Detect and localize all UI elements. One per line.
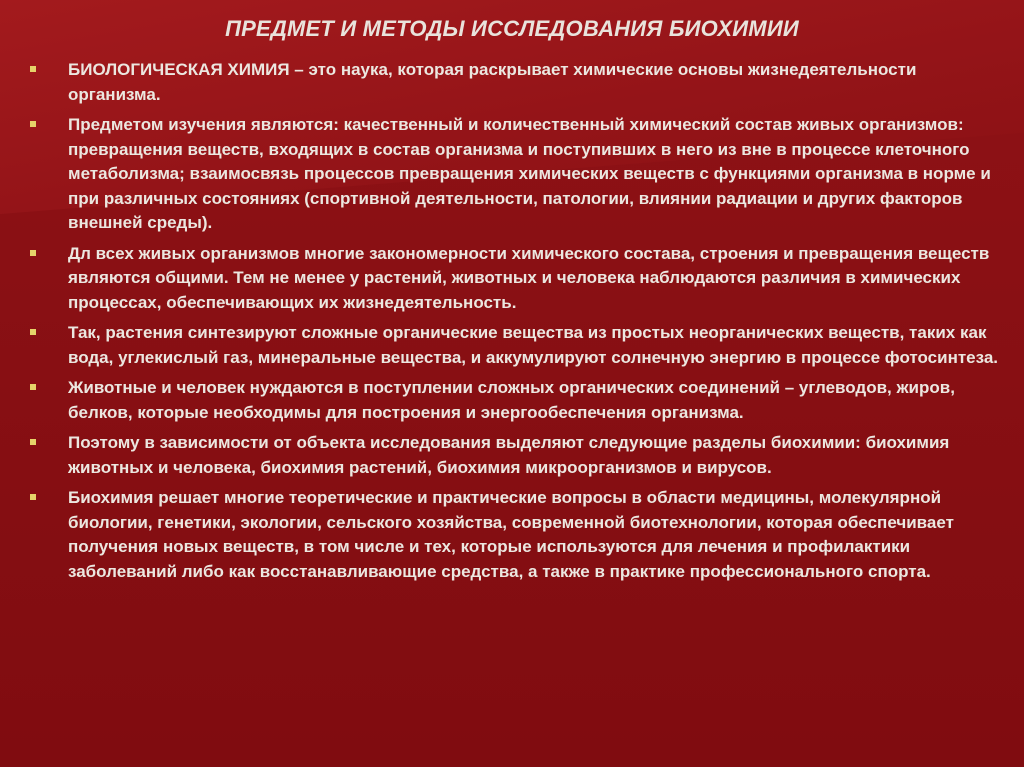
square-bullet-icon	[30, 329, 36, 335]
bullet-list	[30, 58, 1002, 590]
bullet-item	[30, 242, 1002, 316]
bullet-text: Так, растения синтезируют сложные органические вещества из простых неорганических веществ, таких как вода, углекислый газ, минеральные вещества, и аккумулируют солнечную энергию в процессе фотосинтеза.	[68, 323, 999, 367]
square-bullet-icon	[30, 494, 36, 500]
square-bullet-icon	[30, 384, 36, 390]
bullet-item	[30, 58, 1002, 107]
bullet-item	[30, 486, 1002, 584]
bullet-text: Поэтому в зависимости от объекта исследования выделяют следующие разделы биохимии: биохимия животных и человека, биохимия растений, биохимия микроорганизмов и вирусов.	[68, 433, 950, 477]
bullet-item	[30, 431, 1002, 480]
bullet-text: Животные и человек нуждаются в поступлении сложных органических соединений – углеводов, жиров, белков, которые необходимы для построения и энергообеспечения организма.	[68, 378, 955, 422]
bullet-text: Биохимия решает многие теоретические и практические вопросы в области медицины, молекулярной биологии, генетики, экологии, сельского хозяйства, современной биотехнологии, которая обеспечивает получения новых веществ, в том числе и тех, которые используются для лечения и профилактики заболеваний либо как восстанавливающие средства, а также в практике профессионального спорта.	[68, 488, 954, 581]
bullet-text: Дл всех живых организмов многие закономерности химического состава, строения и превращения веществ являются общими. Тем не менее у растений, животных и человека наблюдаются различия в химических процессах, обеспечивающих их жизнедеятельность.	[68, 243, 990, 312]
bullet-item	[30, 376, 1002, 425]
square-bullet-icon	[30, 66, 36, 72]
bullet-item	[30, 113, 1002, 236]
slide-title: ПРЕДМЕТ И МЕТОДЫ ИССЛЕДОВАНИЯ БИОХИМИИ	[225, 16, 799, 41]
bullet-text: Предметом изучения являются: качественный и количественный химический состав живых организмов: превращения веществ, входящих в состав организма и поступивших в него из вне в процессе клеточного метаболизма; взаимосвязь процессов превращения химических веществ с функциями организма в норме и при различных состояниях (спортивной деятельности, патологии, влиянии радиации и других факторов внешней среды).	[68, 115, 991, 232]
square-bullet-icon	[30, 250, 36, 256]
square-bullet-icon	[30, 439, 36, 445]
bullet-text: БИОЛОГИЧЕСКАЯ ХИМИЯ – это наука, которая раскрывает химические основы жизнедеятельности организма.	[68, 60, 917, 104]
square-bullet-icon	[30, 121, 36, 127]
bullet-item	[30, 321, 1002, 370]
